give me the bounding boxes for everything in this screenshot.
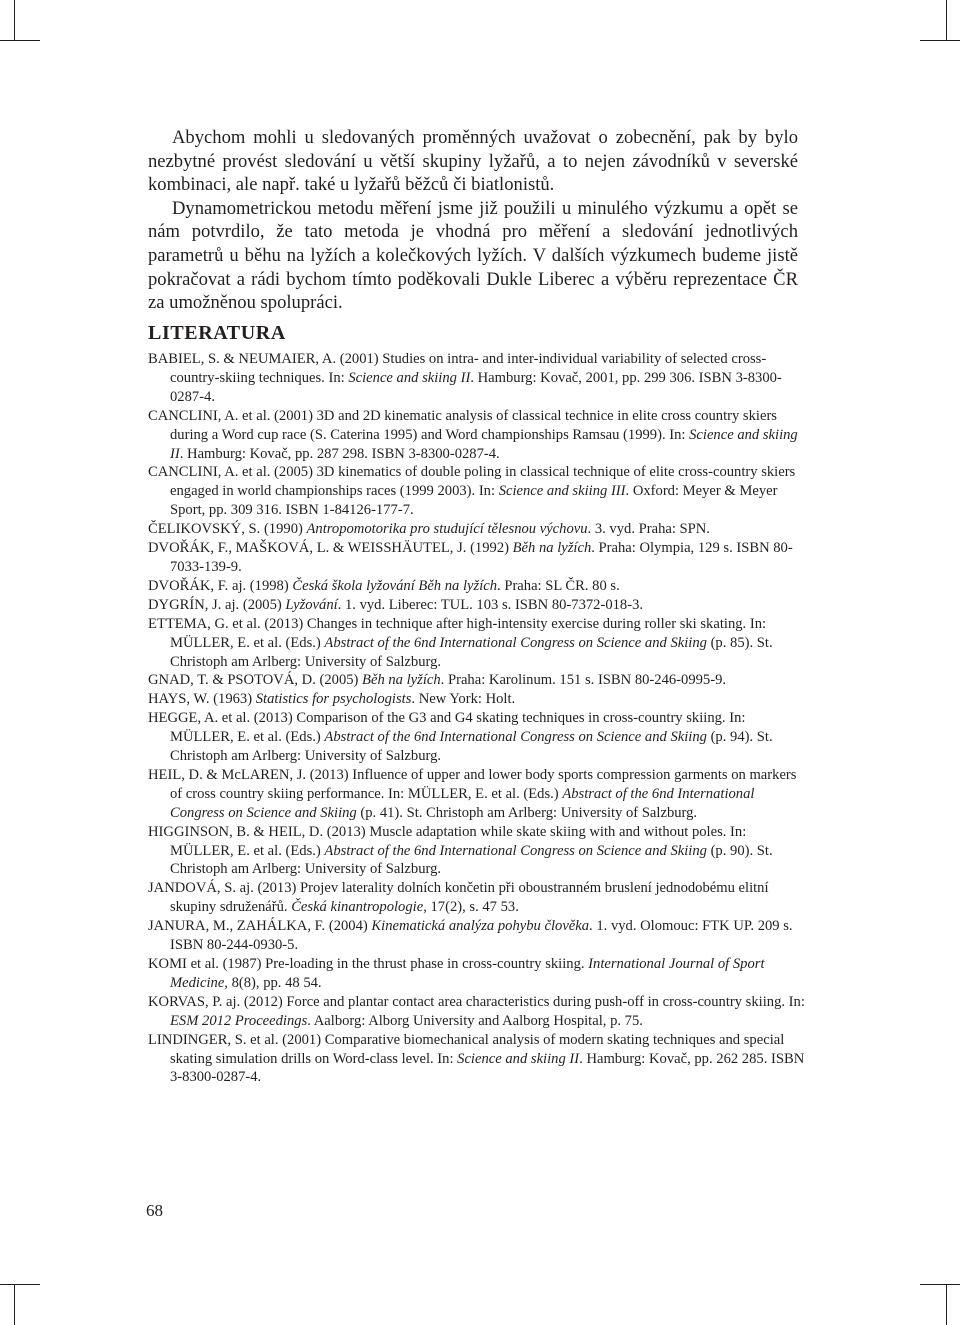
reference-entry bbox=[148, 879, 808, 917]
reference-text: . New York: Holt. bbox=[411, 691, 516, 708]
reference-entry bbox=[148, 539, 808, 577]
reference-text: . 1. vyd. Liberec: TUL. 103 s. ISBN 80-7372-018-3. bbox=[337, 596, 644, 613]
reference-text: . 1. vyd. Olomouc: FTK UP. 209 s. ISBN 80-244-0930-5. bbox=[170, 918, 793, 954]
reference-title: Abstract of the 6nd International Congress on Science and Skiing bbox=[324, 842, 707, 859]
reference-title: Běh na lyžích bbox=[362, 672, 441, 689]
reference-text: KORVAS, P. aj. (2012) Force and plantar contact area characteristics during push-off in cross-country skiing. In: bbox=[148, 993, 805, 1010]
reference-entry bbox=[148, 690, 808, 709]
crop-mark bbox=[946, 0, 947, 40]
reference-title: Antropomotorika pro studující tělesnou výchovu bbox=[306, 521, 588, 538]
reference-text: CANCLINI, A. et al. (2005) 3D kinematics of double poling in classical technique of elite cross-country skiers engaged in world championships races (1999 2003). In: bbox=[148, 464, 796, 500]
reference-entry bbox=[148, 709, 808, 766]
reference-text: , 17(2), s. 47 53. bbox=[423, 899, 519, 916]
reference-text: . Hamburg: Kovač, 2001, pp. 299 306. ISBN 3-8300-0287-4. bbox=[170, 369, 782, 405]
reference-text: LINDINGER, S. et al. (2001) Comparative biomechanical analysis of modern skating techniques and special skating simulation drills on Word-class level. In: bbox=[148, 1031, 785, 1067]
reference-entry bbox=[148, 463, 808, 520]
crop-mark bbox=[946, 1285, 947, 1325]
reference-entry bbox=[148, 823, 808, 880]
reference-text: DVOŘÁK, F., MAŠKOVÁ, L. & WEISSHÄUTEL, J. (1992) bbox=[148, 540, 513, 557]
reference-text: CANCLINI, A. et al. (2001) 3D and 2D kinematic analysis of classical technice in elite cross country skiers during a Word cup race (S. Caterina 1995) and Word championships Ramsau (1999). In: bbox=[148, 407, 777, 443]
reference-entry bbox=[148, 577, 808, 596]
crop-mark bbox=[920, 40, 960, 41]
reference-title: Science and skiing II bbox=[170, 426, 798, 462]
reference-title: ESM 2012 Proceedings bbox=[170, 1012, 308, 1029]
reference-entry bbox=[148, 993, 808, 1031]
reference-text: , 8(8), pp. 48 54. bbox=[224, 974, 322, 991]
reference-text: (p. 90). St. Christoph am Arlberg: University of Salzburg. bbox=[170, 842, 773, 878]
reference-text: KOMI et al. (1987) Pre-loading in the thrust phase in cross-country skiing. bbox=[148, 956, 589, 972]
reference-title: Abstract of the 6nd International Congress on Science and Skiing bbox=[324, 729, 707, 746]
reference-text: . Aalborg: Alborg University and Aalborg Hospital, p. 75. bbox=[307, 1012, 643, 1029]
reference-text: JANURA, M., ZAHÁLKA, F. (2004) bbox=[148, 918, 372, 935]
reference-text: . Oxford: Meyer & Meyer Sport, pp. 309 316. ISBN 1-84126-177-7. bbox=[170, 483, 778, 519]
reference-entry bbox=[148, 520, 808, 539]
reference-title: Science and skiing II bbox=[348, 369, 471, 386]
reference-text: JANDOVÁ, S. aj. (2013) Projev laterality dolních končetin při oboustranném bruslení jednodobému elitní skupiny sdruženářů. bbox=[148, 880, 769, 916]
reference-text: (p. 41). St. Christoph am Arlberg: University of Salzburg. bbox=[356, 804, 698, 821]
reference-text: . 3. vyd. Praha: SPN. bbox=[587, 521, 710, 538]
reference-text: HEGGE, A. et al. (2013) Comparison of the G3 and G4 skating techniques in cross-country skiing. In: MÜLLER, E. et al. (Eds.) bbox=[148, 710, 746, 746]
reference-title: Statistics for psychologists bbox=[255, 691, 412, 708]
crop-mark bbox=[14, 1285, 15, 1325]
reference-text: HIGGINSON, B. & HEIL, D. (2013) Muscle adaptation while skate skiing with and without poles. In: MÜLLER, E. et al. (Eds.) bbox=[148, 823, 747, 859]
reference-text: BABIEL, S. & NEUMAIER, A. (2001) Studies on intra- and inter-individual variability of selected cross-country-skiing techniques. In: bbox=[148, 351, 767, 386]
reference-text: DVOŘÁK, F. aj. (1998) bbox=[148, 577, 293, 594]
reference-entry bbox=[148, 766, 808, 823]
reference-title: Abstract of the 6nd International Congress on Science and Skiing bbox=[324, 634, 707, 651]
reference-title: Lyžování bbox=[285, 596, 338, 613]
reference-title: Běh na lyžích bbox=[512, 540, 592, 557]
reference-text: . Hamburg: Kovač, pp. 262 285. ISBN 3-8300-0287-4. bbox=[170, 1050, 805, 1086]
reference-entry bbox=[148, 671, 808, 690]
reference-text: GNAD, T. & PSOTOVÁ, D. (2005) bbox=[148, 672, 363, 689]
reference-title: Česká škola lyžování Běh na lyžích bbox=[292, 577, 498, 594]
reference-title: International Journal of Sport Medicine bbox=[170, 956, 765, 991]
crop-mark bbox=[14, 0, 15, 40]
crop-mark bbox=[0, 40, 40, 41]
reference-entry bbox=[148, 1031, 808, 1088]
reference-text: DYGRÍN, J. aj. (2005) bbox=[148, 596, 286, 613]
reference-title: Kinematická analýza pohybu člověka bbox=[371, 918, 590, 935]
paragraph: Dynamometrickou metodu měření jsme již použili u minulého výzkumu a opět se nám potvrdilo, že tato metoda je vhodná pro měření a sledování jednotlivých parametrů u běhu na lyžích a kolečkových lyžích. V dalších výzkumech budeme jistě pokračovat a rádi bychom tímto poděkovali Dukle Liberec a výběru reprezentace ČR za umožněnou spolupráci. bbox=[148, 197, 798, 314]
reference-text: . Praha: SL ČR. 80 s. bbox=[497, 577, 620, 594]
reference-text: HEIL, D. & McLAREN, J. (2013) Influence of upper and lower body sports compression garments on markers of cross country skiing performance. In: MÜLLER, E. et al. (Eds.) bbox=[148, 766, 797, 802]
reference-entry bbox=[148, 596, 808, 615]
reference-entry bbox=[148, 917, 808, 955]
page-number: 68 bbox=[146, 1201, 163, 1220]
reference-entry bbox=[148, 955, 808, 993]
reference-text: ČELIKOVSKÝ, S. (1990) bbox=[148, 521, 307, 538]
reference-title: Science and skiing III bbox=[498, 483, 626, 500]
reference-text: . Hamburg: Kovač, pp. 287 298. ISBN 3-8300-0287-4. bbox=[179, 445, 500, 462]
reference-title: Česká kinantropologie bbox=[291, 899, 424, 916]
reference-text: HAYS, W. (1963) bbox=[148, 691, 256, 708]
reference-title: Abstract of the 6nd International Congress on Science and Skiing bbox=[170, 785, 755, 821]
paragraph: Abychom mohli u sledovaných proměnných uvažovat o zobecnění, pak by bylo nezbytné provést sledování u větší skupiny lyžařů, a to nejen závodníků v severské kombinaci, ale např. také u lyžařů běžců či biatlonistů. bbox=[148, 127, 798, 196]
reference-entry bbox=[148, 350, 808, 407]
body-text bbox=[148, 126, 798, 315]
references-heading: LITERATURA bbox=[148, 322, 286, 344]
crop-mark bbox=[920, 1284, 960, 1285]
crop-mark bbox=[0, 1284, 40, 1285]
reference-title: Science and skiing II bbox=[457, 1050, 580, 1067]
reference-list bbox=[148, 350, 808, 1087]
reference-text: . Praha: Karolinum. 151 s. ISBN 80-246-0995-9. bbox=[440, 672, 727, 689]
reference-text: ETTEMA, G. et al. (2013) Changes in technique after high-intensity exercise during roller ski skating. In: MÜLLER, E. et al. (Eds.) bbox=[148, 615, 767, 651]
reference-text: (p. 94). St. Christoph am Arlberg: University of Salzburg. bbox=[170, 729, 773, 765]
reference-entry bbox=[148, 615, 808, 672]
reference-text: (p. 85). St. Christoph am Arlberg: University of Salzburg. bbox=[170, 634, 773, 670]
reference-entry bbox=[148, 407, 808, 464]
reference-text: . Praha: Olympia, 129 s. ISBN 80-7033-139-9. bbox=[170, 540, 793, 575]
